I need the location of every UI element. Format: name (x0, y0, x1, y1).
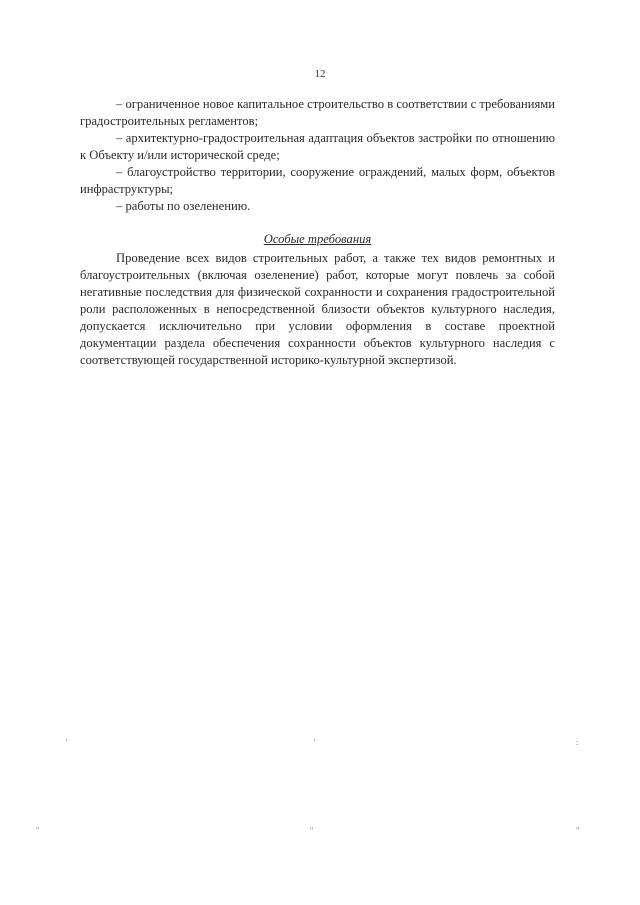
list-item: – ограниченное новое капитальное строительство в соответствии с требованиями градостроительных регламентов; (80, 97, 555, 128)
document-body (80, 96, 555, 369)
section-heading: Особые требования (263, 232, 372, 246)
scan-mark: " (576, 826, 580, 835)
list-item: – архитектурно-градостроительная адаптация объектов застройки по отношению к Объекту и/или исторической среде; (80, 131, 555, 162)
page-number: 12 (314, 68, 326, 80)
scan-mark: ' (66, 738, 68, 747)
scan-mark: " (36, 826, 40, 835)
scan-mark: : (576, 738, 579, 747)
list-item: – благоустройство территории, сооружение ограждений, малых форм, объектов инфраструктуры; (80, 165, 555, 196)
list-item: – работы по озеленению. (116, 199, 251, 213)
scan-mark: ' (314, 738, 316, 747)
section-paragraph: Проведение всех видов строительных работ, а также тех видов ремонтных и благоустроительных (включая озеленение) работ, которые могут повлечь за собой негативные последствия для физической сохранности и сохранения градостроительной роли расположенных в непосредственной близости объектов культурного наследия, допускается исключительно при условии оформления в составе проектной документации раздела обеспечения сохранности объектов культурного наследия с соответствующей государственной историко-культурной экспертизой. (80, 251, 555, 367)
scan-mark: " (310, 826, 314, 835)
